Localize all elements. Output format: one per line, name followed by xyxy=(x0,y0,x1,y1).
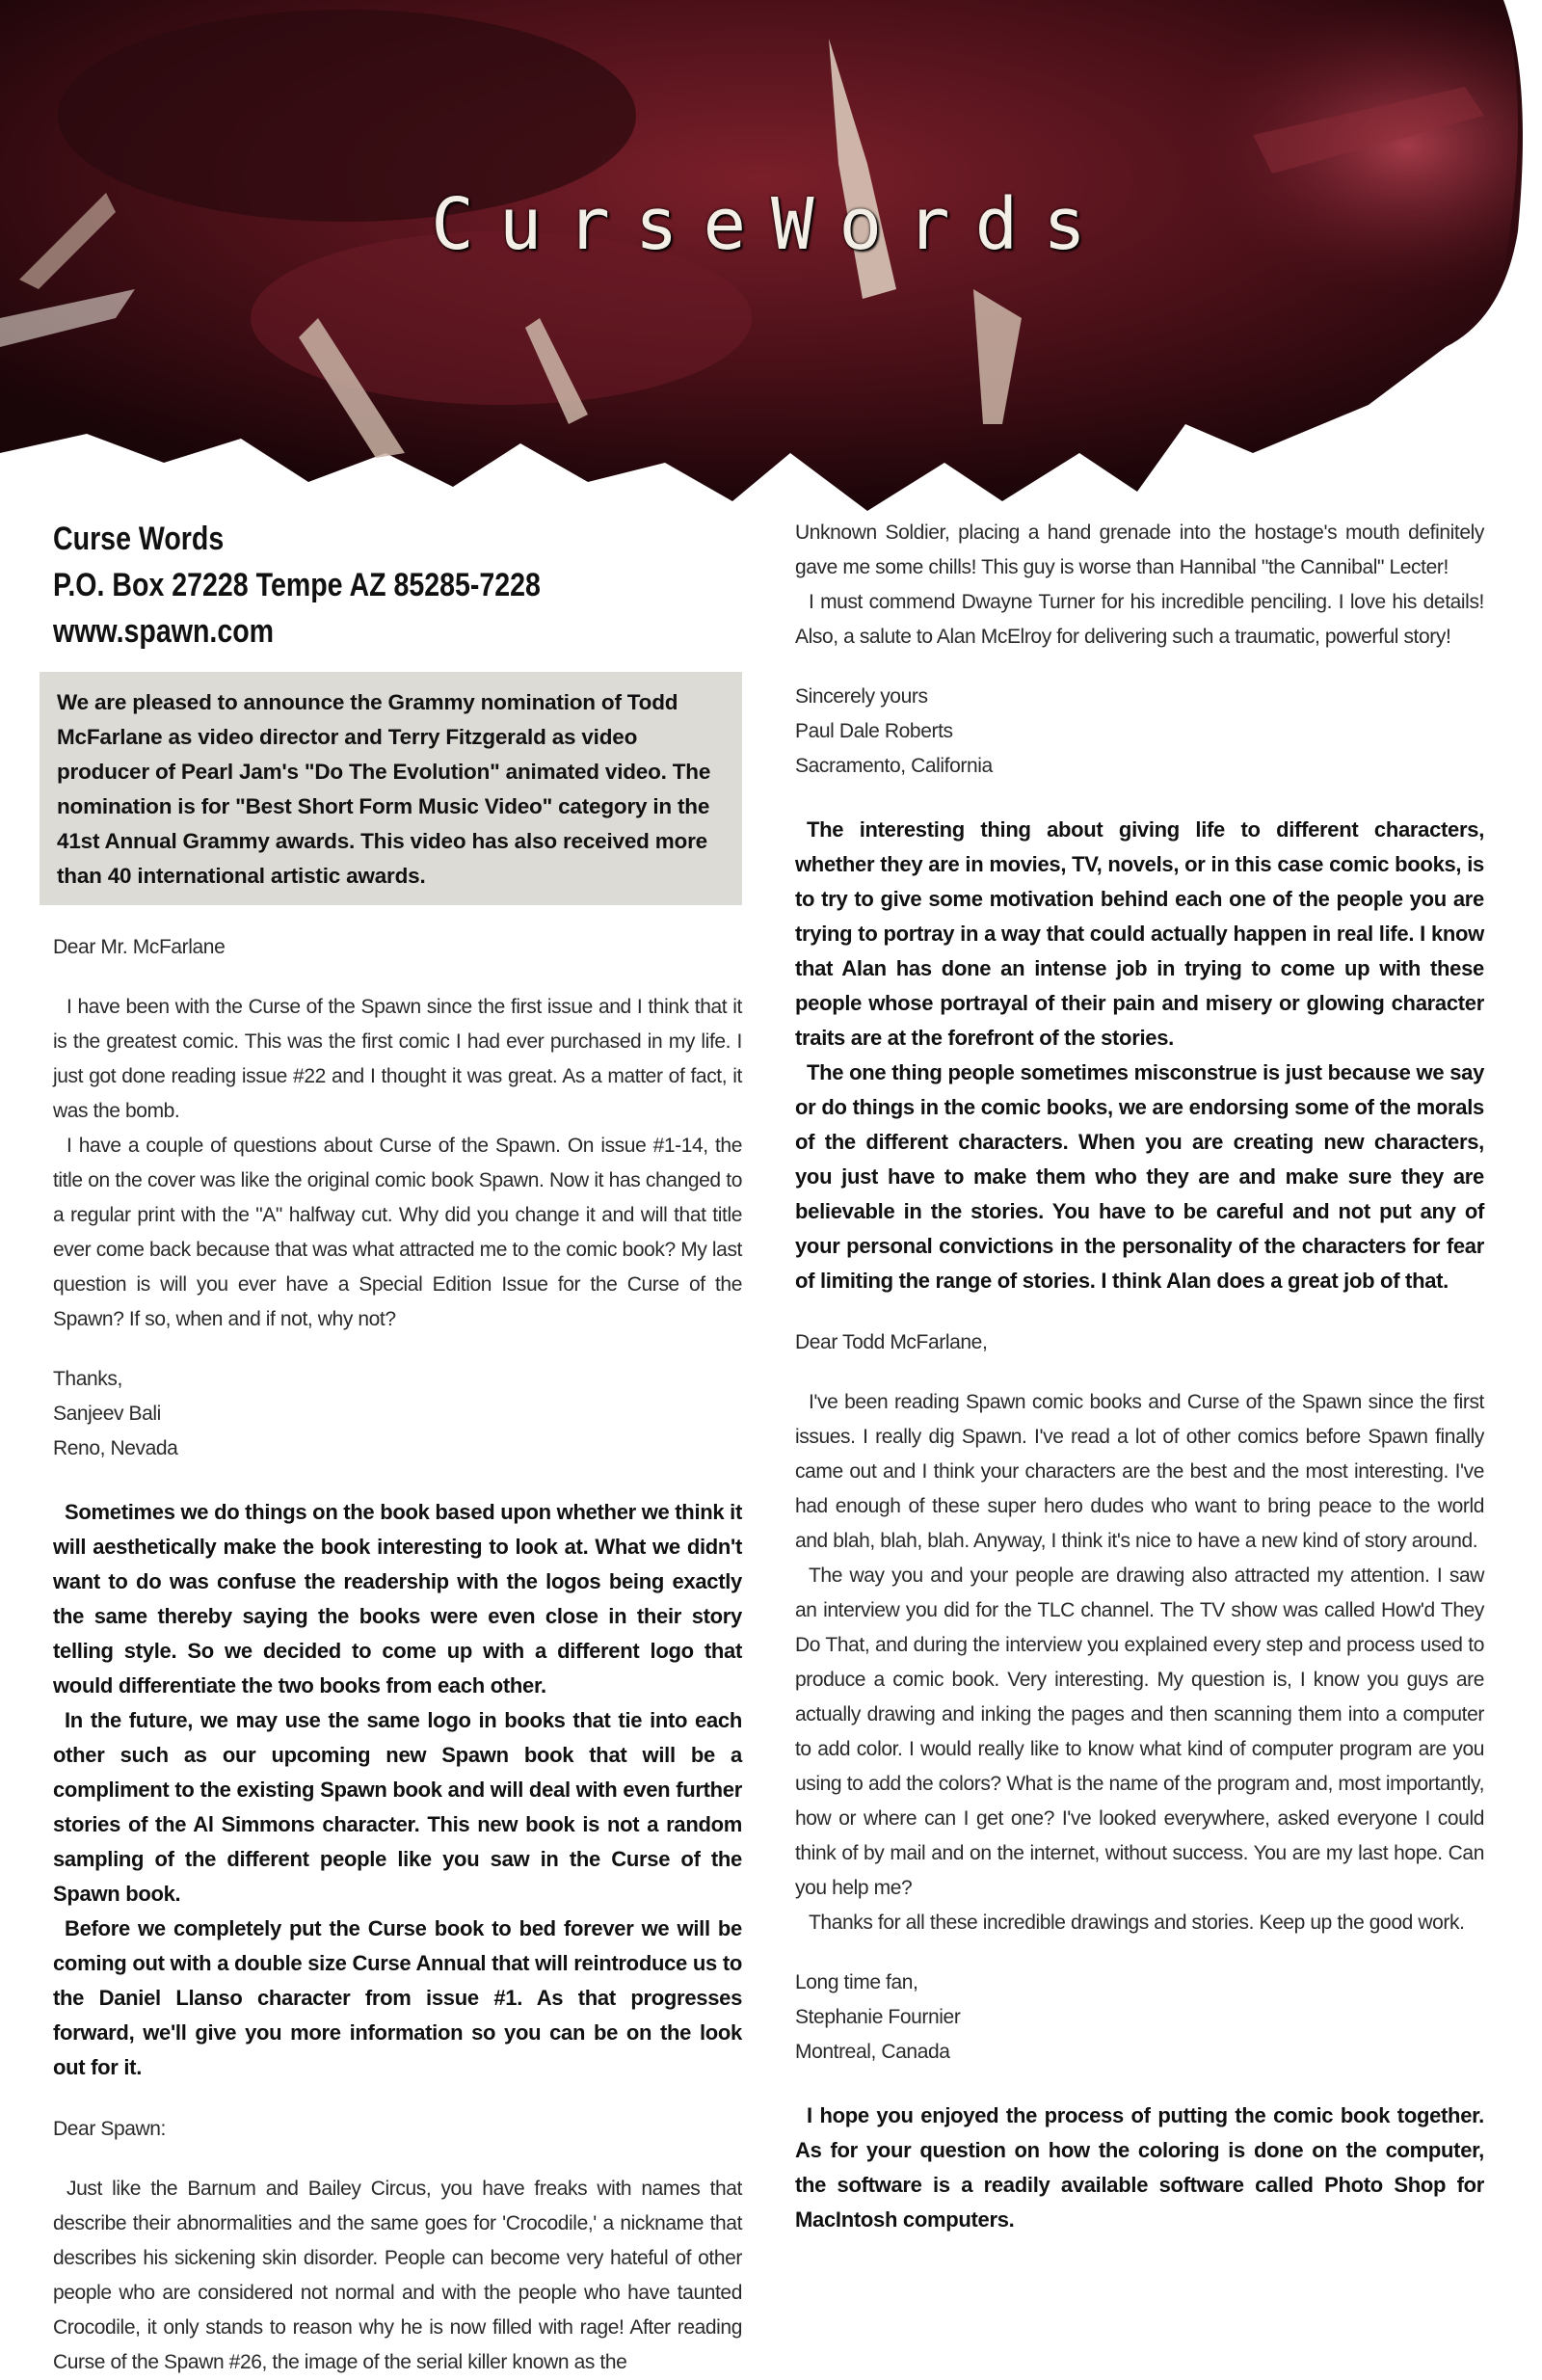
letter-paragraph: Just like the Barnum and Bailey Circus, you have freaks with names that describe their abnormalities and the same goes for 'Crocodile,' a nickname that describes his sickening skin disorder. People can become very hateful of other people who are considered not normal and with the people who have taunted Crocodile, it only stands to reason why he is now filled with rage! After reading Curse of the Spawn #26, the image of the serial killer known as the xyxy=(53,2178,742,2373)
signature-closing: Long time fan, xyxy=(795,1971,918,1993)
letter-paul-part1 xyxy=(53,2112,742,2380)
signature-name: Sanjeev Bali xyxy=(53,1403,161,1425)
reply-paragraph: Before we completely put the Curse book to bed forever we will be coming out with a double size Curse Annual that will reintroduce us to the Daniel Llanso character from issue #1. As that progresses forward, we'll give you more information so you can be on the look out for it. xyxy=(53,1916,742,2079)
editor-reply xyxy=(795,2099,1484,2237)
signature-location: Reno, Nevada xyxy=(53,1437,178,1459)
letter-paragraph: The way you and your people are drawing also attracted my attention. I saw an interview you did for the TLC channel. The TV show was called How'd They Do That, and during the interview you explained every step and process used to produce a comic book. Very interesting. My question is, I know you guys are actually drawing and inking the pages and then scanning them into a computer to add color. I would really like to know what kind of computer program are you using to add the colors? What is the name of the program and, most importantly, how or where can I get one? I've looked everywhere, asked everyone I could think of by mail and on the internet, without success. You are my last hope. Can you help me? xyxy=(795,1564,1484,1899)
left-column xyxy=(53,516,742,2380)
reply-paragraph: The one thing people sometimes misconstrue is just because we say or do things in the comic books, we are endorsing some of the morals of the different characters. When you are creating new characters, you just have to make them who they are and make sure they are believable in the stories. You have to be careful and not put any of your personal convictions in the personality of the characters for fear of limiting the range of stories. I think Alan does a great job of that. xyxy=(795,1060,1484,1293)
signature-name: Stephanie Fournier xyxy=(795,2006,961,2028)
reply-paragraph: I hope you enjoyed the process of putting the comic book together. As for your question on how the coloring is done on the computer, the software is a readily available software called Photo Shop for MacIntosh computers. xyxy=(795,2103,1484,2232)
address-name: Curse Words xyxy=(53,521,225,557)
announcement-box: We are pleased to announce the Grammy nomination of Todd McFarlane as video director and Terry Fitzgerald as video producer of Pearl Jam's "Do The Evolution" animated video. The nomination is for "Best Short Form Music Video" category in the 41st Annual Grammy awards. This video has also received more than 40 international artistic awards. xyxy=(40,672,742,905)
letter-salutation: Dear Todd McFarlane, xyxy=(795,1331,988,1353)
letter-paragraph: Thanks for all these incredible drawings and stories. Keep up the good work. xyxy=(809,1912,1465,1934)
letter-paragraph: Unknown Soldier, placing a hand grenade into the hostage's mouth definitely gave me some chills! This guy is worse than Hannibal "the Cannibal" Lecter! xyxy=(795,521,1484,578)
letter-stephanie xyxy=(795,1325,1484,2070)
address-website[interactable]: www.spawn.com xyxy=(53,613,275,650)
letter-sanjeev xyxy=(53,930,742,1466)
signature-name: Paul Dale Roberts xyxy=(795,720,953,742)
signature-closing: Thanks, xyxy=(53,1368,122,1390)
right-column xyxy=(795,516,1484,2264)
letter-paragraph: I have a couple of questions about Curse of the Spawn. On issue #1-14, the title on the cover was like the original comic book Spawn. Now it has changed to a regular print with the "A" halfway cut. Why did you change it and will that title ever come back because that was what attracted me to the comic book? My last question is will you ever have a Special Edition Issue for the Curse of the Spawn? If so, when and if not, why not? xyxy=(53,1135,742,1330)
editor-reply xyxy=(795,813,1484,1298)
address-po-box: P.O. Box 27228 Tempe AZ 85285-7228 xyxy=(53,567,541,603)
section-title: CurseWords xyxy=(431,183,1111,266)
editor-reply xyxy=(53,1495,742,2085)
letter-paragraph: I must commend Dwayne Turner for his incredible penciling. I love his details! Also, a salute to Alan McElroy for delivering such a traumatic, powerful story! xyxy=(795,591,1484,648)
letter-paragraph: I have been with the Curse of the Spawn since the first issue and I think that it is the greatest comic. This was the first comic I had ever purchased in my life. I just got done reading issue #22 and I thought it was great. As a matter of fact, it was the bomb. xyxy=(53,996,742,1122)
header-artwork xyxy=(0,0,1542,540)
letter-signature xyxy=(53,1362,742,1466)
reply-paragraph: In the future, we may use the same logo in books that tie into each other such as our upcoming new Spawn book that will be a compliment to the existing Spawn book and will deal with even further stories of the Al Simmons character. This new book is not a random sampling of the different people like you saw in the Curse of the Spawn book. xyxy=(53,1708,742,1906)
reply-paragraph: The interesting thing about giving life to different characters, whether they are in movies, TV, novels, or in this case comic books, is to try to give some motivation behind each one of the people you are trying to portray in a way that could actually happen in real life. I know that Alan has done an intense job in trying to come up with these people whose portrayal of their pain and misery or glowing character traits are at the forefront of the stories. xyxy=(795,817,1484,1050)
signature-location: Montreal, Canada xyxy=(795,2041,950,2063)
letter-signature xyxy=(795,680,1484,784)
signature-closing: Sincerely yours xyxy=(795,685,928,708)
letter-paragraph: I've been reading Spawn comic books and Curse of the Spawn since the first issues. I really dig Spawn. I've read a lot of other comics before Spawn finally came out and I think your characters are the best and the most interesting. I've had enough of these super hero dudes who want to bring peace to the world and blah, blah, blah. Anyway, I think it's nice to have a new kind of story around. xyxy=(795,1391,1484,1552)
letter-signature xyxy=(795,1966,1484,2070)
letter-salutation: Dear Spawn: xyxy=(53,2118,166,2140)
signature-location: Sacramento, California xyxy=(795,755,993,777)
reply-paragraph: Sometimes we do things on the book based upon whether we think it will aesthetically make the book interesting to look at. What we didn't want to do was confuse the readership with the logos being exactly the same thereby saying the books were even close in their story telling style. So we decided to come up with a different logo that would differentiate the two books from each other. xyxy=(53,1500,742,1698)
letter-paul-part2 xyxy=(795,516,1484,784)
letter-salutation: Dear Mr. McFarlane xyxy=(53,936,226,958)
